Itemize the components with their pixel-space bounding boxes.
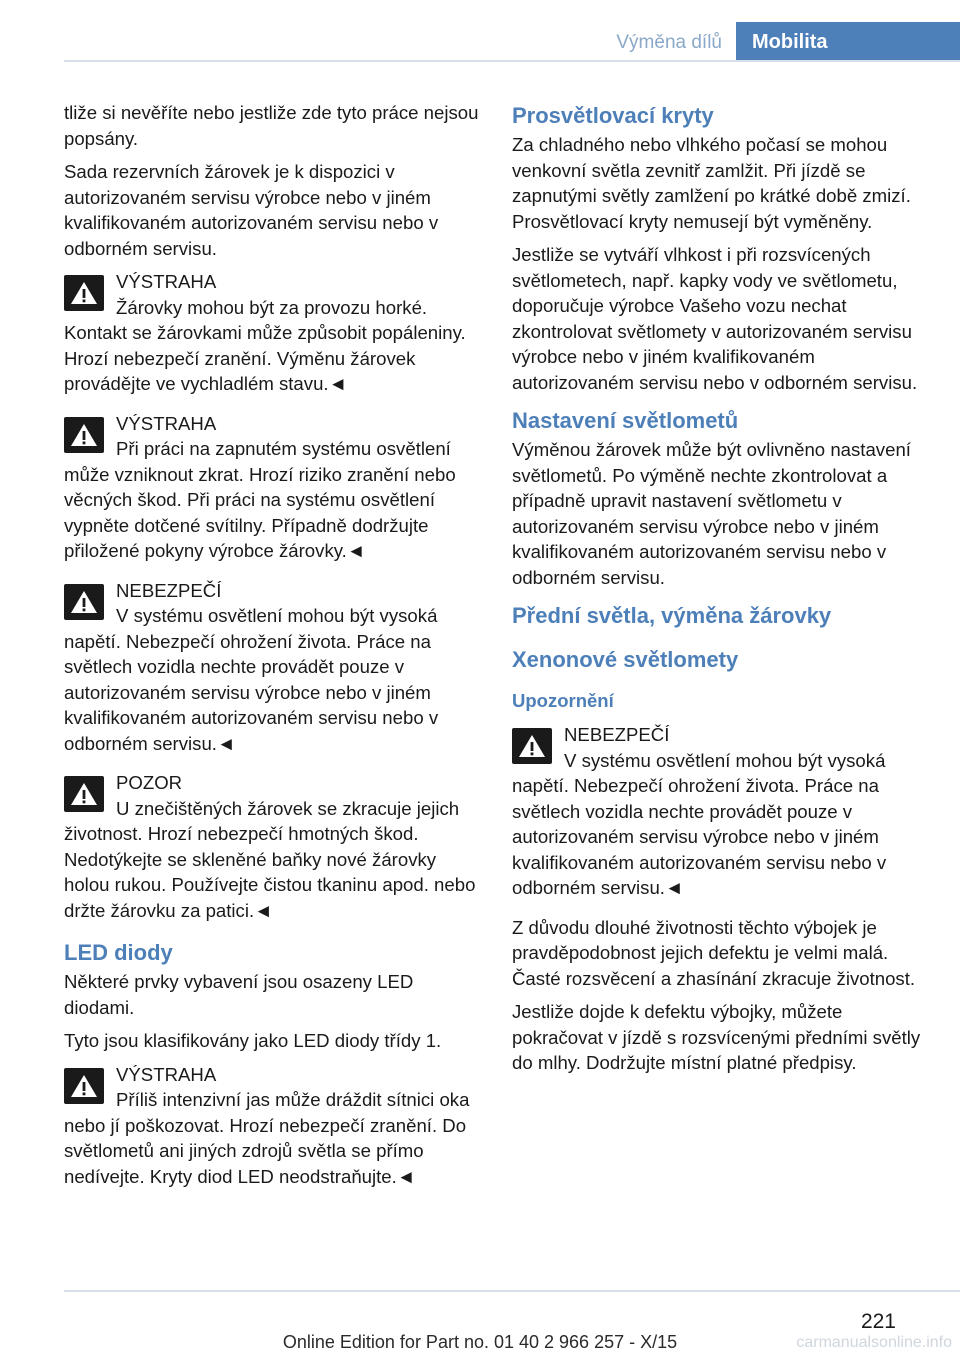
warning-triangle-icon xyxy=(64,417,104,453)
paragraph: Z důvodu dlouhé životnosti těchto výbojek je pravděpodobnost jejich defektu je velmi malá. Časté rozsvěcení a zhasínání zkracuje životnost. xyxy=(512,916,916,989)
warning-title: POZOR xyxy=(116,772,183,793)
section-heading: Přední světla, výměna žárovky xyxy=(512,603,832,628)
warning-triangle-icon xyxy=(64,1068,104,1104)
paragraph: Sada rezervních žárovek je k dispozici v autorizovaném servisu výrobce nebo v jiném kvalifikovaném autorizovaném servisu nebo v odborném servisu. xyxy=(64,161,439,259)
warning-triangle-icon xyxy=(512,728,552,764)
warning-title: VÝSTRAHA xyxy=(116,1063,217,1085)
paragraph: Některé prvky vybavení jsou osazeny LED diodami. xyxy=(64,971,414,1018)
paragraph: Jestliže dojde k defektu výbojky, můžete pokračovat v jízdě s rozsvícenými předními světly do mlhy. Dodržujte místní platné předpisy. xyxy=(512,1001,921,1073)
section-heading: Nastavení světlometů xyxy=(512,408,739,433)
paragraph: tliže si nevěříte nebo jestliže zde tyto práce nejsou popsány. xyxy=(64,102,479,149)
minor-heading: Upozornění xyxy=(512,690,614,711)
warning-title: NEBEZPEČÍ xyxy=(116,579,222,601)
left-column xyxy=(64,100,480,1203)
watermark: carmanualsonline.info xyxy=(796,1334,952,1351)
paragraph: Za chladného nebo vlhkého počasí se mohou venkovní světla zevnitř zamlžit. Při jízdě se zapnutými světly zamlžení po krátké době zmizí. Prosvětlovací kryty nemusejí být vyměněny. xyxy=(512,134,911,232)
warning-text: Žárovky mohou být za provozu horké. Kontakt se žárovkami může způsobit popáleniny. Hrozí nebezpečí zranění. Výměnu žárovek provádějte ve vychladlém stavu.◄ xyxy=(64,296,466,394)
footer-rule xyxy=(64,1290,960,1292)
warning-triangle-icon xyxy=(64,275,104,311)
section-heading: LED diody xyxy=(64,940,173,965)
edition-note: Online Edition for Part no. 01 40 2 966 257 - X/15 xyxy=(282,1332,678,1352)
warning-triangle-icon xyxy=(64,776,104,812)
warning-title: NEBEZPEČÍ xyxy=(564,724,670,745)
danger-block xyxy=(512,722,928,901)
section-title: Výměna dílů xyxy=(616,32,722,53)
right-column xyxy=(512,100,928,1084)
paragraph: Jestliže se vytváří vlhkost i při rozsvícených světlometech, např. kapky vody ve světlometu, doporučuje výrobce Vašeho vozu nechat zkontrolovat světlomety v autorizovaném servisu výrobce nebo v jiném kvalifikovaném autorizovaném servisu nebo v odborném servisu. xyxy=(512,244,918,393)
warning-text: V systému osvětlení mohou být vysoká napětí. Nebezpečí ohrožení života. Práce na světlech vozidla nechte provádět pouze v autorizovaném servisu výrobce nebo v jiném kvalifikovaném autorizovaném servisu nebo v odborném servisu.◄ xyxy=(512,749,887,898)
warning-text: Příliš intenzivní jas může dráždit sítnici oka nebo jí poškozovat. Hrozí nebezpečí zranění. Do světlometů ani jiných zdrojů světla se přímo nedívejte. Kryty diod LED neodstraňujte.◄ xyxy=(64,1089,470,1187)
page-number: 221 xyxy=(860,1310,896,1333)
danger-block xyxy=(64,578,480,757)
paragraph: Tyto jsou klasifikovány jako LED diody třídy 1. xyxy=(64,1030,442,1051)
warning-title: VÝSTRAHA xyxy=(116,412,217,434)
section-heading: Prosvětlovací kryty xyxy=(512,103,714,128)
paragraph: Výměnou žárovek může být ovlivněno nastavení světlometů. Po výměně nechte zkontrolovat a případně upravit nastavení světlometu v autorizovaném servisu výrobce nebo v jiném kvalifikovaném autorizovaném servisu nebo v odborném servisu. xyxy=(512,439,911,588)
header-rule xyxy=(64,60,960,62)
caution-block xyxy=(64,770,480,923)
page-header xyxy=(0,0,960,62)
warning-text: Při práci na zapnutém systému osvětlení může vzniknout zkrat. Hrozí riziko zranění nebo věcných škod. Při práci na systému osvětlení vypněte dotčené svítilny. Případně dodržujte přiložené pokyny výrobce žárovky.◄ xyxy=(64,438,456,561)
subsection-heading: Xenonové světlomety xyxy=(512,647,739,672)
page-footer xyxy=(0,1290,960,1362)
warning-block xyxy=(64,269,480,397)
warning-triangle-icon xyxy=(64,584,104,620)
warning-block xyxy=(64,411,480,564)
warning-text: V systému osvětlení mohou být vysoká napětí. Nebezpečí ohrožení života. Práce na světlech vozidla nechte provádět pouze v autorizovaném servisu výrobce nebo v jiném kvalifikovaném autorizovaném servisu nebo v odborném servisu.◄ xyxy=(64,605,439,754)
warning-text: U znečištěných žárovek se zkracuje jejich životnost. Hrozí nebezpečí hmotných škod. Nedotýkejte se skleněné baňky nové žárovky holou rukou. Používejte čistou tkaninu apod. nebo držte žárovku za patici.◄ xyxy=(64,797,476,921)
warning-title: VÝSTRAHA xyxy=(116,271,217,292)
warning-block xyxy=(64,1062,480,1190)
chapter-tab: Mobilita xyxy=(736,22,960,62)
